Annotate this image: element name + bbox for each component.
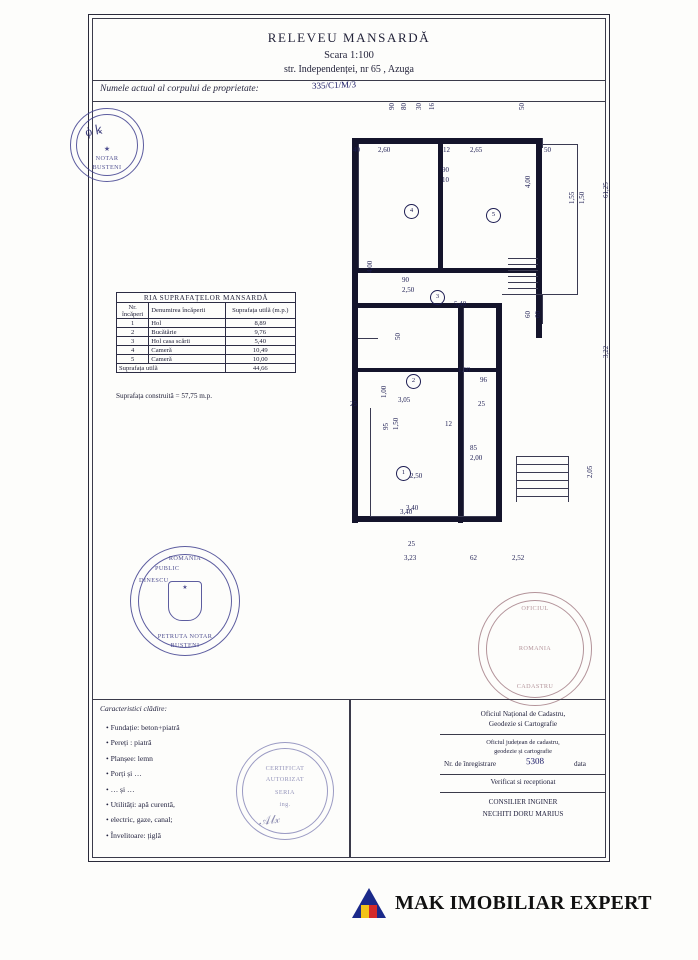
stamp-busteni-line: BUSTENI (170, 642, 200, 649)
cell-nr: 2 (117, 328, 149, 337)
auth-stamp-seria: SERIA (275, 789, 295, 796)
auth-stamp-autorizat: AUTORIZAT (265, 776, 305, 783)
footer-divider (92, 699, 606, 700)
table-row (117, 328, 296, 337)
notary-stamp-top: NOTAR BUSTENI ★ ϕ ꝃ (70, 108, 144, 182)
dim-inner-1: 3,05 (398, 396, 411, 404)
cell-name: Hol (149, 319, 225, 328)
verified-label: Verificat si receptionat (490, 778, 556, 786)
dim-left-4: 95 (382, 423, 390, 430)
dim-bottom-4: 2,52 (512, 554, 525, 562)
engineer-role: CONSILIER INGINER (488, 798, 558, 806)
room-number-2: 2 (406, 374, 421, 389)
cell-nr: 4 (117, 346, 149, 355)
stamp-public-line: PUBLIC (155, 565, 180, 572)
stamp-romania: ROMANIA (168, 555, 202, 562)
stamp-text-notar: NOTAR (95, 155, 119, 162)
cadastre-panel (440, 700, 606, 858)
dim-inner-10: 85 (470, 444, 477, 452)
cell-area: 10,49 (225, 346, 295, 355)
address-label: str. Independenței, nr 65 , Azuga (284, 64, 414, 75)
stamp-dinescu-line: DINESCU (139, 577, 169, 584)
dim-top-small-4: 50 (518, 103, 526, 110)
area-table (116, 292, 296, 373)
dim-top-small-1: 80 (400, 103, 408, 110)
list-item: • electric, gaze, canal; (106, 812, 180, 827)
scale-label: Scara 1:100 (324, 50, 374, 61)
auth-stamp-certificat: CERTIFICAT (265, 765, 305, 772)
total-label: Suprafața utilă (117, 364, 226, 373)
table-row (117, 355, 296, 364)
dim-bottom-0: 3,40 (406, 504, 419, 512)
dim-inner-0: 5,40 (454, 300, 467, 308)
office-stamp-line1: OFICIUL (521, 605, 549, 612)
dim-top-1: 2,60 (378, 146, 391, 154)
auth-stamp-ing: ing. (279, 801, 291, 808)
table-total-row (117, 364, 296, 373)
cell-area: 9,76 (225, 328, 295, 337)
registration-label: Nr. de înregistrare (444, 760, 497, 768)
cadastre-office-stamp (478, 592, 592, 706)
dim-right-6: 60 (524, 311, 532, 318)
area-table-title: RIA SUPRAFAȚELOR MANSARDĂ (117, 293, 296, 303)
list-item: • Fundație: beton+piatră (106, 720, 180, 735)
stairs-lower-icon (516, 456, 572, 502)
total-value: 44,66 (225, 364, 295, 373)
cell-nr: 3 (117, 337, 149, 346)
cell-name: Cameră (149, 346, 225, 355)
dim-right-1: 1,55 (568, 191, 576, 204)
dim-inner-11: 2,00 (470, 454, 483, 462)
dim-bottom-2: 3,23 (404, 554, 417, 562)
list-item: • … și … (106, 782, 180, 797)
col-head-nr: Nr. încăperi (117, 303, 149, 319)
office-line-1: Oficiul Național de Cadastru, (480, 710, 566, 718)
dim-inner-7: 10 (442, 176, 449, 184)
list-item: • Pereți : piatră (106, 735, 180, 750)
dim-top-small-3: 16 (428, 103, 436, 110)
dim-inner-8: 90 (402, 276, 409, 284)
dim-inner-9: 2,50 (402, 286, 415, 294)
dim-top-2: 12 (443, 146, 450, 154)
county-line-1: Oficiul județean de cadastru, (486, 739, 560, 746)
dim-top-small-0: 90 (388, 103, 396, 110)
list-item: • Utilități: apă curentă, (106, 797, 180, 812)
dim-left-3: 25 (350, 400, 357, 408)
dim-top-3: 2,65 (470, 146, 483, 154)
dim-bottom-3: 62 (470, 554, 477, 562)
registration-date-label: data (574, 760, 586, 768)
room-number-5: 5 (486, 208, 501, 223)
cell-name: Cameră (149, 355, 225, 364)
table-row (117, 346, 296, 355)
dim-top-4: 50 (544, 146, 551, 154)
notary-stamp-center (130, 546, 240, 656)
dim-left-1: 1,00 (380, 385, 388, 398)
wall-right-lower (496, 303, 502, 522)
header-divider-2 (92, 101, 606, 102)
list-item: • Învelitoare: țiglă (106, 828, 180, 843)
registration-value: 5308 (525, 755, 545, 767)
cell-nr: 5 (117, 355, 149, 364)
col-head-area: Suprafața utilă (m.p.) (225, 303, 295, 319)
dim-right-4: 3,22 (602, 345, 610, 358)
office-line-2: Geodezie si Cartografie (488, 720, 558, 728)
footer-divider-vertical (350, 699, 351, 858)
dim-top-small-2: 30 (415, 103, 423, 110)
list-item: • Planșee: lemn (106, 751, 180, 766)
dim-inner-5: 96 (480, 376, 487, 384)
wall-kitchen-divider (358, 368, 502, 372)
built-area-note: Suprafața construită = 57,75 m.p. (116, 392, 213, 400)
brand-name: MAK IMOBILIAR EXPERT (395, 891, 652, 914)
cell-name: Hol casa scării (149, 337, 225, 346)
dim-inner-6: 90 (442, 166, 449, 174)
dim-inner-3: 2,50 (410, 472, 423, 480)
office-stamp-line0: ROMANIA (518, 645, 552, 652)
brand-footer (352, 888, 652, 918)
characteristics-title: Caracteristici clădire: (100, 704, 168, 713)
dim-inner-12: 12 (445, 420, 452, 428)
table-row (117, 319, 296, 328)
room-number-3: 3 (430, 290, 445, 305)
cell-area: 8,89 (225, 319, 295, 328)
authorization-stamp: CERTIFICAT AUTORIZAT SERIA ing. 𝒜𝓁𝓍 (236, 742, 334, 840)
wall-top (352, 138, 542, 144)
dim-inner-2: 3,40 (400, 508, 413, 516)
coat-of-arms-icon: ★ (168, 581, 202, 621)
dim-left-5: 1,50 (392, 417, 400, 430)
cell-name: Bucătărie (149, 328, 225, 337)
county-line-2: geodezie și cartografie (494, 748, 552, 755)
wall-mid-lower (358, 303, 502, 308)
stamp-notar-line: PETRUTA NOTAR (157, 633, 213, 640)
triangle-logo-icon (352, 888, 386, 918)
dim-right-7: 60 (534, 311, 542, 318)
engineer-name: NECHITI DORU MARIUS (482, 810, 564, 818)
room-number-1: 1 (396, 466, 411, 481)
dim-inner-13: 25 (478, 400, 485, 408)
stairs-upper-icon (508, 256, 544, 292)
office-stamp-line2: CADASTRU (516, 683, 554, 690)
building-characteristics-panel (92, 700, 350, 858)
dim-inner-4: 1,60 (458, 366, 471, 374)
list-item: • Porți și … (106, 766, 180, 781)
room-number-4: 4 (404, 204, 419, 219)
stamp-text-busteni: BUSTENI (92, 164, 122, 171)
cell-area: 10,00 (225, 355, 295, 364)
dim-right-3: 61,25 (602, 182, 610, 198)
table-row (117, 337, 296, 346)
col-head-name: Denumirea încăperii (149, 303, 225, 319)
dim-top-0: 40 (353, 146, 360, 154)
dim-right-5: 2,05 (586, 465, 594, 478)
characteristics-list (106, 720, 180, 843)
wall-room-divider (438, 144, 443, 268)
dim-left-0: 4,00 (366, 260, 374, 273)
dim-right-0: 4,00 (524, 175, 532, 188)
cell-area: 5,40 (225, 337, 295, 346)
dim-left-2: 50 (394, 333, 402, 340)
dim-bottom-1: 25 (408, 540, 415, 548)
dim-right-2: 1,50 (578, 191, 586, 204)
owner-label: Numele actual al corpului de proprietate: (100, 84, 259, 94)
cell-nr: 1 (117, 319, 149, 328)
page-title: RELEVEU MANSARDĂ (267, 30, 431, 45)
wall-left-lower (352, 303, 358, 523)
owner-code: 335/C1/M/3 (311, 79, 357, 91)
floor-plan-drawing (330, 103, 610, 562)
